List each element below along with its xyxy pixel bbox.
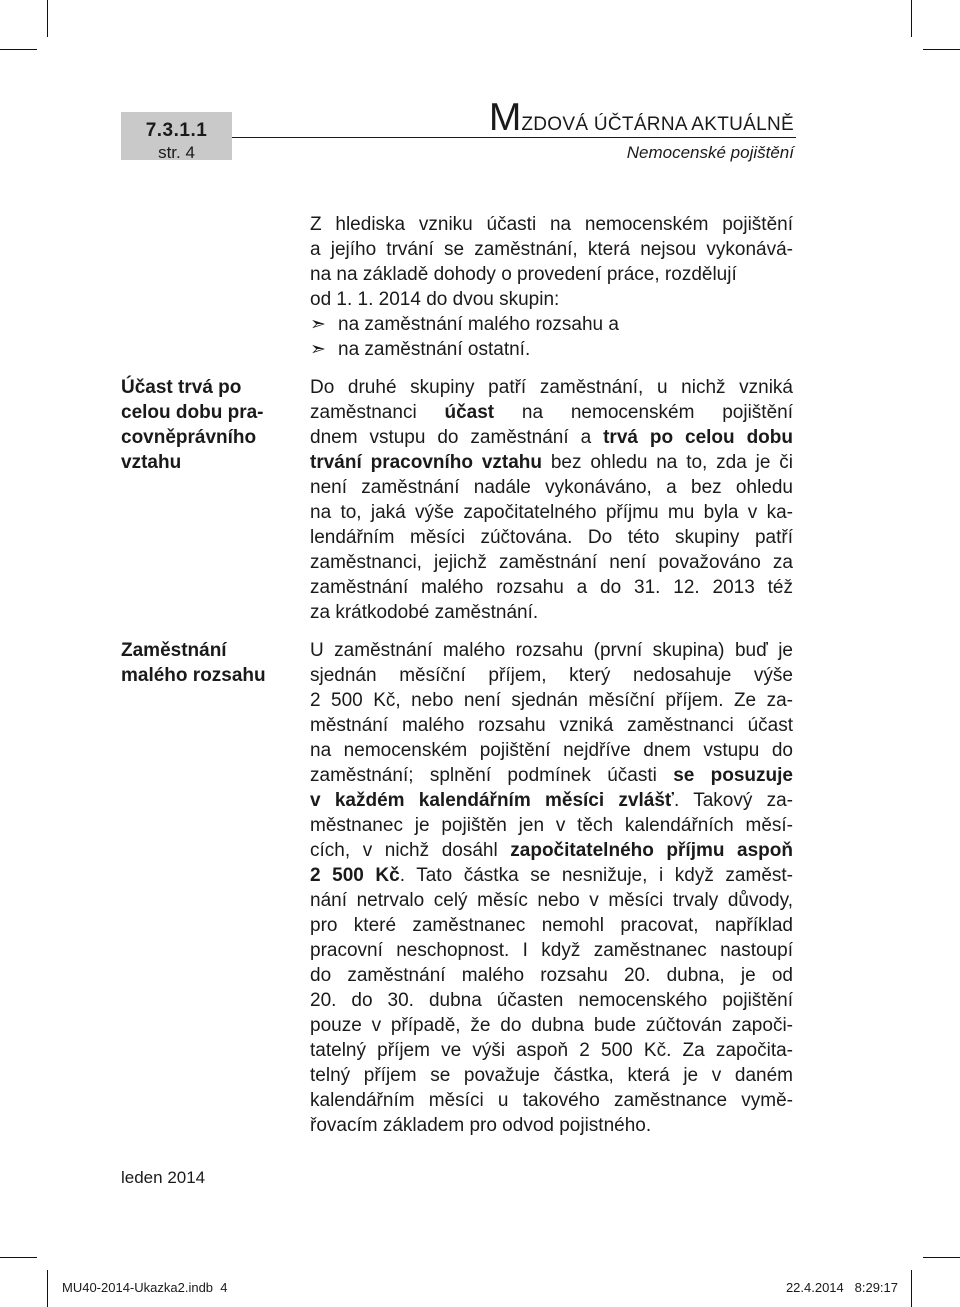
text-run: zaměstnanci — [310, 402, 445, 423]
text-run: dnem vstupu do zaměstnání a — [310, 427, 604, 448]
section-number: 7.3.1.1 — [145, 120, 208, 141]
text-line: zaměstnání malého rozsahu a do 31. 12. 2013 též — [310, 577, 793, 598]
crop-mark — [923, 1257, 960, 1258]
publication-title-rest: ZDOVÁ ÚČTÁRNA AKTUÁLNĚ — [521, 114, 794, 135]
text-run: . Takový za- — [674, 790, 793, 811]
section-box — [121, 112, 232, 160]
margin-note-line: malého rozsahu — [121, 665, 266, 686]
text-line: městnání malého rozsahu vzniká zaměstnanci účast — [310, 715, 793, 736]
bold-run: v každém kalendářním měsíci zvlášť — [310, 790, 674, 811]
print-slug-file — [62, 1280, 228, 1295]
text-run: bez ohledu na to, zda je či — [542, 452, 794, 473]
text-line: 2 500 Kč, nebo není sjednán měsíční příjem. Ze za- — [310, 690, 793, 711]
text-line: U zaměstnání malého rozsahu (první skupina) buď je — [310, 640, 793, 661]
crop-mark — [923, 49, 960, 50]
crop-mark — [0, 1257, 37, 1258]
slug-filename: MU40-2014-Ukazka2.indb — [62, 1280, 214, 1295]
text-line — [310, 400, 793, 425]
bold-run: započitatelného příjmu aspoň — [510, 840, 793, 861]
margin-note-line: Zaměstnání — [121, 640, 227, 661]
bold-run: trvá po celou dobu — [603, 427, 794, 448]
text-line — [310, 425, 793, 450]
bullet-item — [310, 337, 793, 362]
text-line: pracovní neschopnost. I když zaměstnanec nastoupí — [310, 940, 793, 961]
chapter-subtitle: Nemocenské pojištění — [626, 143, 794, 162]
slug-page: 4 — [220, 1280, 228, 1295]
text-line: nání netrvalo celý měsíc nebo v měsíci trvaly důvody, — [310, 890, 793, 911]
crop-mark — [911, 0, 912, 37]
print-slug-timestamp — [786, 1280, 898, 1295]
arrow-bullet-icon: ➣ — [310, 314, 326, 335]
text-line: telný příjem se považuje částka, která je v daném — [310, 1065, 793, 1086]
text-line: pro které zaměstnanec nemohl pracovat, například — [310, 915, 793, 936]
margin-note-line: covněprávního — [121, 427, 257, 448]
bold-run: trvání pracovního vztahu — [310, 452, 543, 473]
text-line: řovacím základem pro odvod pojistného. — [310, 1115, 652, 1136]
crop-mark — [47, 0, 48, 37]
bold-run: účast — [444, 402, 495, 423]
margin-note-small-scope — [121, 638, 296, 688]
text-line: pouze v případě, že do dubna bude zúčtován započi- — [310, 1015, 793, 1036]
text-run: na nemocenském pojištění — [494, 402, 793, 423]
text-run: zaměstnání; splnění podmínek účasti — [310, 765, 674, 786]
intro-paragraph — [310, 212, 793, 362]
text-line: Do druhé skupiny patří zaměstnání, u nichž vzniká — [310, 377, 793, 398]
text-line: do zaměstnání malého rozsahu 20. dubna, je od — [310, 965, 793, 986]
margin-note-line: vztahu — [121, 452, 182, 473]
text-line: tatelný příjem ve výši aspoň 2 500 Kč. Za započita- — [310, 1040, 793, 1061]
crop-mark — [0, 49, 37, 50]
bullet-text: na zaměstnání malého rozsahu a — [338, 314, 619, 335]
margin-note-line: Účast trvá po — [121, 377, 242, 398]
arrow-bullet-icon: ➣ — [310, 339, 326, 360]
margin-note-line: celou dobu pra- — [121, 402, 264, 423]
text-line: Z hlediska vzniku účasti na nemocenském pojištění — [310, 214, 793, 235]
text-line — [310, 450, 793, 475]
paragraph-second-group — [310, 375, 793, 625]
text-line: sjednán měsíční příjem, který nedosahuje výše — [310, 665, 793, 686]
publication-title — [489, 96, 794, 140]
text-line — [310, 788, 793, 813]
publication-title-initial: M — [488, 96, 522, 139]
text-run: cích, v nichž dosáhl — [310, 840, 511, 861]
margin-note-participation — [121, 375, 296, 475]
bullet-text: na zaměstnání ostatní. — [338, 339, 531, 360]
text-line: na nemocenském pojištění nejdříve dnem vstupu do — [310, 740, 793, 761]
crop-mark — [911, 1270, 912, 1307]
text-line: od 1. 1. 2014 do dvou skupin: — [310, 289, 560, 310]
text-line — [310, 838, 793, 863]
text-line: 20. do 30. dubna účasten nemocenského pojištění — [310, 990, 793, 1011]
bold-run: 2 500 Kč — [310, 865, 400, 886]
bullet-item — [310, 312, 793, 337]
text-line: lendářním měsíci zúčtována. Do této skupiny patří — [310, 527, 793, 548]
paragraph-small-scope — [310, 638, 793, 1138]
crop-mark — [47, 1270, 48, 1307]
text-line — [310, 763, 793, 788]
text-line: kalendářním měsíci u takového zaměstnance vymě- — [310, 1090, 793, 1111]
text-line: na na základě dohody o provedení práce, rozdělují — [310, 264, 737, 285]
text-line: na to, jaká výše započitatelného příjmu mu byla v ka- — [310, 502, 793, 523]
text-line: městnanec je pojištěn jen v těch kalendářních měsí- — [310, 815, 793, 836]
text-line: není zaměstnání nadále vykonáváno, a bez ohledu — [310, 477, 793, 498]
footer-date: leden 2014 — [121, 1168, 206, 1187]
text-line: za krátkodobé zaměstnání. — [310, 602, 539, 623]
text-run: . Tato částka se nesnižuje, i když zaměst- — [399, 865, 793, 886]
slug-date: 22.4.2014 — [785, 1280, 844, 1295]
text-line: a jejího trvání se zaměstnání, která nejsou vykonává- — [310, 239, 793, 260]
text-line: zaměstnanci, jejichž zaměstnání není považováno za — [310, 552, 793, 573]
bold-run: se posuzuje — [673, 765, 793, 786]
slug-time: 8:29:17 — [854, 1280, 898, 1295]
page-label: str. 4 — [158, 143, 195, 162]
text-line — [310, 863, 793, 888]
